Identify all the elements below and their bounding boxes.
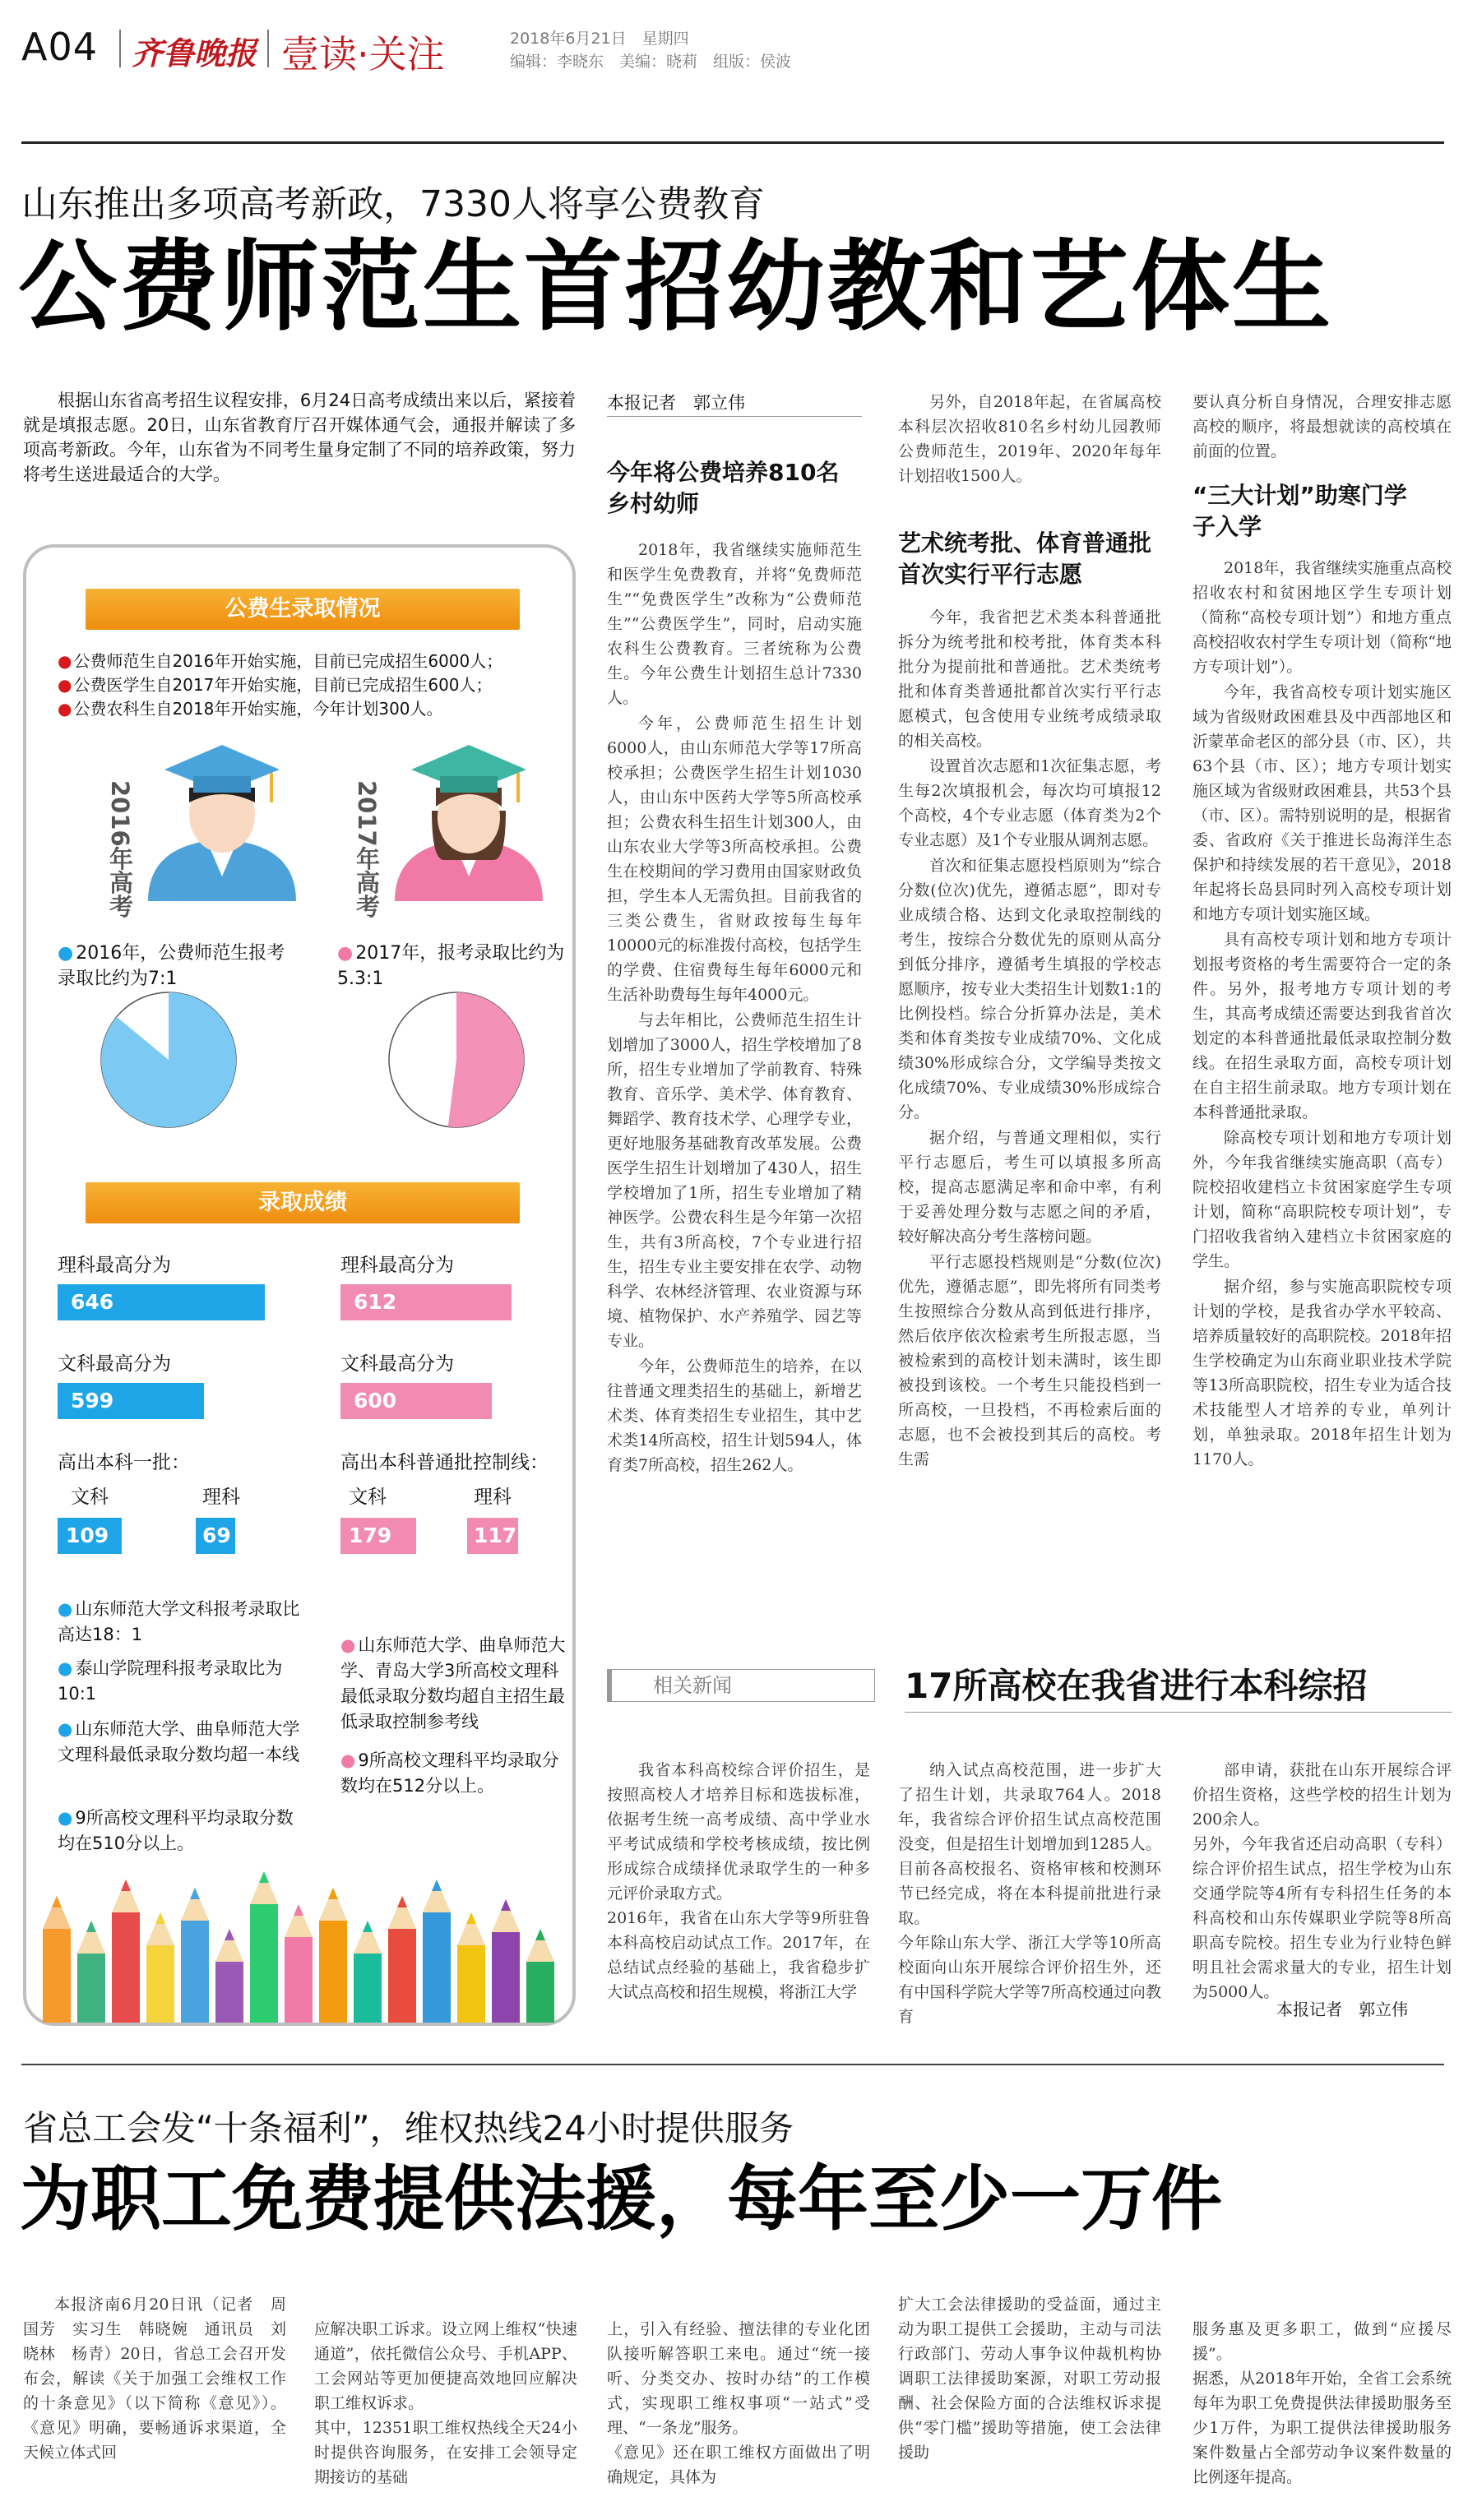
bullet-normal-students: ● 公费师范生自2016年开始实施，目前已完成招生6000人； <box>58 650 567 673</box>
editor-credits: 编辑：李晓东 美编：晓莉 组版：侯波 <box>510 53 792 71</box>
right-sci-top-label: 理科最高分为 <box>340 1255 454 1276</box>
bullet-medical-students: ● 公费医学生自2017年开始实施，目前已完成招生600人； <box>58 673 567 697</box>
left-arts-top-score: 599 <box>58 1383 204 1419</box>
note-avg-510: ● 9所高校文理科平均录取分数均在510分以上。 <box>58 1806 304 1856</box>
right-arts-diff: 179 <box>340 1518 416 1554</box>
admission-status-bar: 公费生录取情况 <box>86 589 520 630</box>
related-column-2: 纳入试点高校范围，进一步扩大了招生计划，共录取764人。2018年，我省综合评价招生试点高校范围没变，但是招生计划增加到1285人。目前各高校报名、资格审核和校测环节已经完成，将在本科提前批进行录取。 今年除山东大学、浙江大学等10所高校面向山东开展综合评价招生外，还有中国科学院大学等7所高校通过向教育 <box>898 1761 1161 2026</box>
pie-2017 <box>387 990 526 1130</box>
story1-lead: 根据山东省高考招生议程安排，6月24日高考成绩出来以后，紧接着就是填报志愿。20日，山东省教育厅召开媒体通气会，通报并解读了多项高考新政。今年，山东省为不同考生量身定制了不同的培养政策，努力将考生送进最适合的大学。 <box>23 391 576 484</box>
right-arts-top-label: 文科最高分为 <box>340 1353 454 1375</box>
section-title: 壹读·关注 <box>281 32 445 76</box>
bullet-agri-students: ● 公费农科生自2018年开始实施，今年计划300人。 <box>58 697 567 721</box>
story2-column-1: 本报济南6月20日讯（记者 周国芳 实习生 韩晓婉 通讯员 刘晓林 杨青）20日，省总工会召开发布会，解读《关于加强工会维权工作的十条意见》（以下简称《意见》）。《意见》明确，要畅通诉求渠道，全天候立体式回 <box>23 2296 286 2462</box>
related-headline: 17所高校在我省进行本科综招 <box>905 1666 1368 1706</box>
left-sci-col-label: 理科 <box>202 1487 240 1508</box>
page-number: A04 <box>21 25 99 69</box>
left-sci-top-score: 646 <box>58 1284 265 1320</box>
story2-column-5: 服务惠及更多职工，做到“应援尽援”。 据悉，从2018年开始，全省工会系统每年为职工免费提供法律援助服务至少1万件，为职工提供法律援助服务案件数量占全部劳动争议案件数量的比例逐年提高。 <box>1192 2320 1452 2486</box>
year-2016-label: 2016年高考 <box>106 780 134 918</box>
related-column-1: 我省本科高校综合评价招生，是按照高校人才培养目标和选拔标准，依据考生统一高考成绩、高中学业水平考试成绩和学校考核成绩，按比例形成综合成绩择优录取学生的一种多元评价录取方式。 2016年，我省在山东大学等9所驻鲁本科高校启动试点工作。2017年，在总结试点经验的基础上，我省稳步扩大试点高校和招生规模，将浙江大学 <box>607 1761 870 2001</box>
story1-headline: 公费师范生首招幼教和艺体生 <box>18 230 1333 344</box>
left-sci-top-label: 理科最高分为 <box>58 1255 171 1276</box>
story2-column-3: 上，引入有经验、擅法律的专业化团队接听解答职工来电。通过“统一接听、分类交办、按时办结”的工作模式，实现职工维权事项“一站式”受理、“一条龙”服务。 《意见》还在职工维权方面做出了明确规定，具体为 <box>607 2320 870 2486</box>
left-arts-col-label: 文科 <box>71 1487 109 1508</box>
story-divider <box>21 2064 1444 2065</box>
story1-column-1: 2018年，我省继续实施师范生和医学生免费教育，并将“免费师范生”“免费医学生”改称为“公费师范生”“公费医学生”，同时，启动实施农科生公费教育。三者统称为公费生。今年公费生计划招生总计7330人。 今年，公费师范生招生计划6000人，由山东师范大学等17所高校承担；公费医学生招生计划1030人，由山东中医药大学等5所高校承担；公费农科生招生计划300人，由山东农业大学等3所高校承担。公费生在校期间的学习费用由国家财政负担，学生本人无需负担。目前我省的三类公费生，省财政按每生每年10000元的标准拨付高校，包括学生的学费、住宿费每生每年6000元和生活补助费每生每年4000元。 与去年相比，公费师范生招生计划增加了3000人，招生学校增加了8所，招生专业增加了学前教育、特殊教育、音乐学、美术学、体育教育、舞蹈学、教育技术学、心理学专业，更好地服务基础教育改革发展。公费医学生招生计划增加了430人，招生学校增加了1所，招生专业增加了精神医学。公费农科生是今年第一次招生，共有3所高校，7个专业进行招生，招生专业主要安排在农学、动物科学、农林经济管理、农业资源与环境、植物保护、水产养殖学、园艺等专业。 今年，公费师范生的培养，在以往普通文理类招生的基础上，新增艺术类、体育类招生专业招生，其中艺术类14所高校，招生计划594人，体育类7所高校，招生262人。 <box>607 541 862 1474</box>
left-line-title: 高出本科一批： <box>58 1452 190 1473</box>
pie-2017-slice <box>448 992 524 1127</box>
related-column-3: 部申请，获批在山东开展综合评价招生资格，这些学校的招生计划为200余人。 另外，今年我省还启动高职（专科）综合评价招生试点，招生学校为山东交通学院等4所有专科招生任务的本科高校和山东传媒职业学院等8所高职高专院校。招生专业为行业特色鲜明且社会需求量大的专业，招生计划为5000人。 <box>1192 1761 1452 2001</box>
story2-kicker: 省总工会发“十条福利”，维权热线24小时提供服务 <box>23 2108 794 2148</box>
right-line-title: 高出本科普通批控制线： <box>340 1452 549 1473</box>
related-rule <box>905 1712 1452 1713</box>
story1-column-2-top: 另外，自2018年起，在省属高校本科层次招收810名乡村幼儿园教师公费师范生，2019年、2020年每年计划招收1500人。 <box>898 393 1161 485</box>
story2-column-2: 应解决职工诉求。设立网上维权“快速通道”，依托微信公众号、手机APP、工会网站等更加便捷高效地回应解决职工维权诉求。 其中，12351职工维权热线全天24小时提供咨询服务，在安排工会领导定期接访的基础 <box>314 2320 577 2486</box>
related-news-tag: 相关新闻 <box>607 1669 875 1702</box>
graduate-boy-illustration <box>140 737 304 901</box>
story1-column-3: 2018年，我省继续实施重点高校招收农村和贫困地区学生专项计划（简称“高校专项计划”）和地方重点高校招收农村学生专项计划（简称“地方专项计划”）。 今年，我省高校专项计划实施区域为省级财政困难县及中西部地区和沂蒙革命老区的部分县（市、区），共63个县（市、区）；地方专项计划实施区域为省级财政困难县，共53个县（市、区）。需特别说明的是，根据省委、省政府《关于推进长岛海洋生态保护和持续发展的若干意见》，2018年起将长岛县同时列入高校专项计划和地方专项计划实施区域。 具有高校专项计划和地方专项计划报考资格的考生需要符合一定的条件。另外，报考地方专项计划的考生，其高考成绩还需要达到我省首次划定的本科普通批最低录取控制分数线。在招生录取方面，高校专项计划在自主招生前录取。地方专项计划在本科普通批录取。 除高校专项计划和地方专项计划外，今年我省继续实施高职（高专）院校招收建档立卡贫困家庭学生专项计划，简称“高职院校专项计划”，专门招收我省纳入建档立卡贫困家庭的学生。 据介绍，参与实施高职院校专项计划的学校，是我省办学水平较高、培养质量较好的高职院校。2018年招生学校确定为山东商业职业技术学院等13所高职院校，招生专业为适合技术技能型人才培养的专业，单列计划，单独录取。2018年招生计划为1170人。 <box>1192 559 1452 1468</box>
masthead-divider-2 <box>267 30 269 67</box>
story1-subhead-three-plans: “三大计划”助寒门学子入学 <box>1192 482 1407 540</box>
note-avg-512: ● 9所高校文理科平均录取分数均在512分以上。 <box>340 1748 571 1799</box>
story1-column-3-top: 要认真分析自身情况，合理安排志愿高校的顺序，将最想就读的高校填在前面的位置。 <box>1192 393 1452 460</box>
right-arts-top-score: 600 <box>340 1383 492 1419</box>
ratio-2016-note: ● 2016年，公费师范生报考录取比约为7:1 <box>58 941 296 992</box>
story1-kicker: 山东推出多项高考新政，7330人将享公费教育 <box>21 183 765 225</box>
graduate-girl-illustration <box>387 737 551 901</box>
story2-headline: 为职工免费提供法援，每年至少一万件 <box>20 2158 1222 2240</box>
story1-subhead-rural-teachers: 今年将公费培养810名乡村幼师 <box>607 459 840 517</box>
scores-bar: 录取成绩 <box>86 1182 520 1223</box>
right-sci-diff: 117 <box>467 1518 518 1554</box>
story1-subhead-parallel-choices: 艺术统考批、体育普通批首次实行平行志愿 <box>898 529 1152 588</box>
year-2017-label: 2017年高考 <box>353 780 381 918</box>
note-three-universities: ● 山东师范大学、曲阜师范大学、青岛大学3所高校文理科最低录取分数均超自主招生最低录取控制参考线 <box>340 1633 571 1735</box>
right-sci-top-score: 612 <box>340 1284 512 1320</box>
right-arts-col-label: 文科 <box>349 1487 387 1508</box>
byline-rule <box>607 416 862 417</box>
related-byline: 本报记者 郭立伟 <box>1276 2000 1408 2019</box>
story2-column-4: 扩大工会法律援助的受益面，通过主动为职工提供工会援助，主动与司法行政部门、劳动人事争议仲裁机构协调职工法律援助案源，对职工劳动报酬、社会保险方面的合法维权诉求提供“零门槛”援助等措施，使工会法律援助 <box>898 2296 1161 2462</box>
note-sdnu-arts-ratio: ● 山东师范大学文科报考录取比高达18：1 <box>58 1597 304 1648</box>
note-taishan-ratio: ● 泰山学院理科报考录取比为10:1 <box>58 1656 304 1707</box>
story1-byline: 本报记者 郭立伟 <box>607 393 745 413</box>
issue-date: 2018年6月21日 星期四 <box>510 30 689 48</box>
right-sci-col-label: 理科 <box>474 1487 512 1508</box>
left-arts-diff: 109 <box>58 1518 122 1554</box>
pie-2016 <box>99 990 238 1130</box>
ratio-2017-note: ● 2017年，报考录取比约为5.3:1 <box>337 941 567 992</box>
infographic-panel <box>23 544 576 2026</box>
paper-logo: 齐鲁晚报 <box>132 35 257 72</box>
left-sci-diff: 69 <box>196 1518 235 1554</box>
left-arts-top-label: 文科最高分为 <box>58 1353 171 1375</box>
note-min-scores: ● 山东师范大学、曲阜师范大学文理科最低录取分数均超一本线 <box>58 1717 304 1768</box>
top-rule <box>21 141 1444 144</box>
masthead-divider-1 <box>119 30 121 67</box>
story1-column-2: 今年，我省把艺术类本科普通批拆分为统考批和校考批，体育类本科批分为提前批和普通批。艺术类统考批和体育类普通批都首次实行平行志愿模式，包含使用专业统考成绩录取的相关高校。 设置首次志愿和1次征集志愿，考生每2次填报机会，每次均可填报12个高校，4个专业志愿（体育类为2个专业志愿）及1个专业服从调剂志愿。 首次和征集志愿投档原则为“综合分数(位次)优先，遵循志愿”，即对专业成绩合格、达到文化录取控制线的考生，按综合分数优先的原则从高分到低分排序，遵循考生填报的学校志愿顺序，按专业大类招生计划数1:1的比例投档。综合分折算办法是，美术类和体育类按专业成绩70%、文化成绩30%形成综合分，文学编导类按文化成绩70%、专业成绩30%形成综合分。 据介绍，与普通文理相似，实行平行志愿后，考生可以填报多所高校，提高志愿满足率和命中率，有利于妥善处理分数与志愿之间的矛盾，较好解决高分考生落榜问题。 平行志愿投档规则是“分数(位次)优先，遵循志愿”，即先将所有同类考生按照综合分数从高到低进行排序，然后依序依次检索考生所报志愿，当被检索到的高校计划未满时，该生即被投到该校。一个考生只能投档到一所高校，一旦投档，不再检索后面的志愿，也不会被投到其后的高校。考生需 <box>898 608 1161 1468</box>
crayons-illustration <box>26 1863 572 2023</box>
